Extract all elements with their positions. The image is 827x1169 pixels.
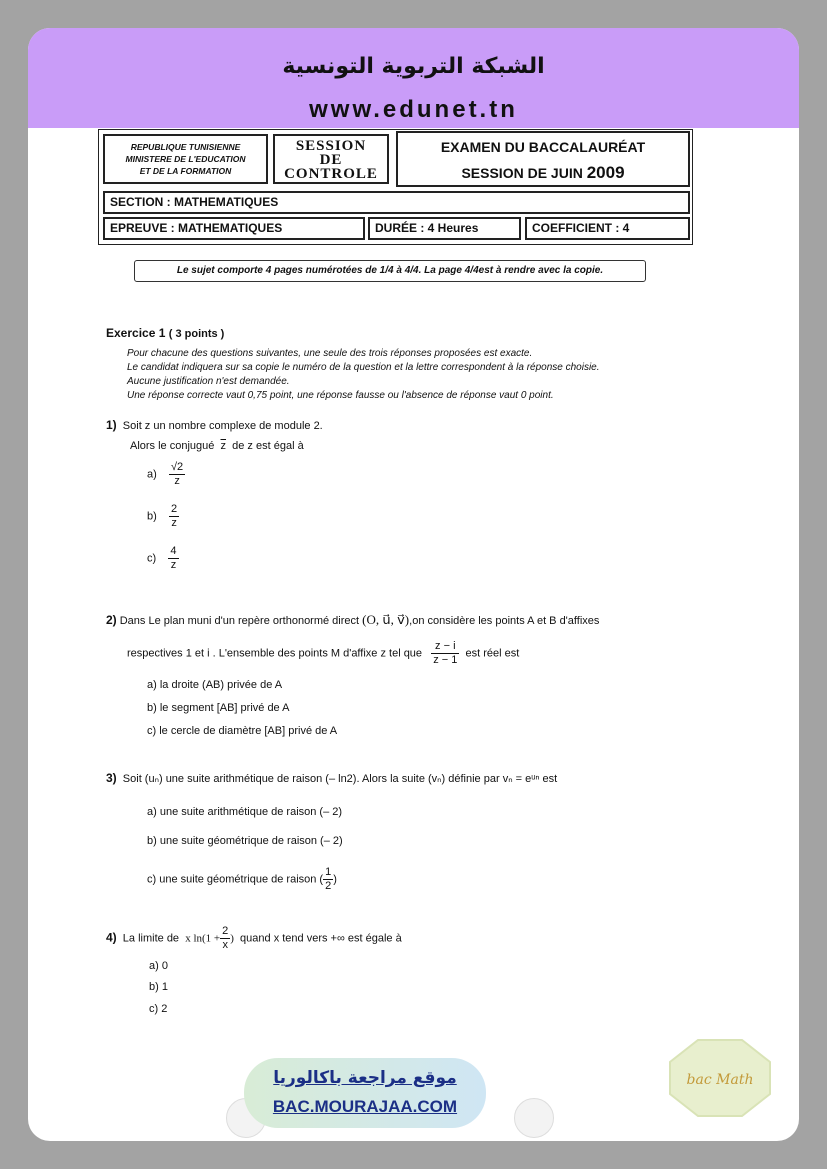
numerator: 1 — [325, 866, 332, 878]
question-4-line — [106, 925, 402, 952]
book-logo-icon — [514, 1098, 554, 1138]
exercise-label: Exercice 1 — [106, 326, 166, 340]
question-number: 4) — [106, 930, 117, 945]
footer-arabic-link[interactable]: موقع مراجعة باكالوريا — [273, 1068, 457, 1088]
question-text: est réel est — [465, 647, 520, 660]
exercise-title — [106, 326, 224, 340]
frame-notation: (O, u⃗, v⃗) — [362, 612, 410, 627]
denominator: z — [171, 517, 177, 529]
question-text: Dans Le plan muni d'un repère orthonormé direct — [119, 615, 360, 627]
question-text: La limite de — [122, 932, 180, 945]
q3-option-b: b) une suite géométrique de raison (– 2) — [147, 835, 343, 847]
question-text: Alors le conjugué — [130, 440, 215, 452]
instruction-line: Pour chacune des questions suivantes, une seule des trois réponses proposées est exacte. — [127, 348, 533, 359]
q4-option-a: a) 0 — [149, 960, 168, 972]
q2-option-c: c) le cercle de diamètre [AB] privé de A — [147, 725, 338, 737]
question-1-line-1 — [106, 418, 323, 432]
question-number: 2) — [106, 613, 117, 627]
z-conjugate: $\overline{z}$ — [220, 440, 227, 452]
question-2-line-1 — [106, 612, 599, 628]
question-text: ,on considère les points A et B d'affixes — [409, 615, 600, 627]
question-text: quand x tend vers +∞ est égale à — [240, 932, 402, 945]
q4-option-c: c) 2 — [149, 1003, 168, 1015]
exercise-points: ( 3 points ) — [168, 328, 225, 340]
epreuve-label: EPREUVE : MATHEMATIQUES — [110, 221, 283, 235]
instruction-line: Une réponse correcte vaut 0,75 point, une réponse fausse ou l'absence de réponse vaut 0 point. — [127, 390, 554, 401]
option-letter: a) — [147, 468, 157, 481]
session-label: SESSION DE JUIN — [461, 165, 583, 181]
ministry-box — [103, 134, 268, 184]
denominator: z — [174, 475, 180, 487]
session-type-line: CONTROLE — [284, 166, 378, 182]
numerator: 2 — [171, 503, 178, 515]
denominator: x — [222, 939, 228, 951]
question-number: 1) — [106, 418, 117, 432]
exam-title-box — [396, 131, 690, 187]
fraction — [220, 925, 230, 952]
bac-math-logo — [668, 1038, 772, 1118]
banner-arabic-title: الشبكة التربوية التونسية — [282, 54, 545, 79]
instruction-line: Le candidat indiquera sur sa copie le numéro de la question et la lettre correspondent à la réponse choisie. — [127, 362, 600, 373]
fraction — [169, 461, 185, 488]
banner-url[interactable]: www.edunet.tn — [309, 96, 518, 123]
q1-option-c — [147, 545, 179, 572]
coefficient-box — [525, 217, 690, 240]
exam-page — [28, 28, 799, 1141]
session-type-box — [273, 134, 389, 184]
question-text: respectives 1 et i . L'ensemble des points M d'affixe z tel que — [127, 647, 423, 660]
q2-option-b: b) le segment [AB] privé de A — [147, 702, 290, 714]
question-number: 3) — [106, 771, 117, 785]
ministry-line: REPUBLIQUE TUNISIENNE — [130, 142, 241, 152]
edunet-banner — [28, 28, 799, 128]
subject-notice: Le sujet comporte 4 pages numérotées de 1/4 à 4/4. La page 4/4est à rendre avec la copie. — [134, 260, 646, 282]
numerator: z − i — [431, 640, 459, 654]
question-text: Soit (uₙ) une suite arithmétique de raison (– ln2). Alors la suite (vₙ) définie par vₙ = eᵘⁿ est — [122, 773, 558, 785]
fraction — [323, 866, 333, 893]
footer-site-link[interactable]: BAC.MOURAJAA.COM — [272, 1097, 458, 1116]
q2-option-a: a) la droite (AB) privée de A — [147, 679, 283, 691]
denominator: z — [170, 559, 177, 571]
option-letter: b) — [147, 510, 157, 523]
duree-box — [368, 217, 521, 240]
session-type-line: DE — [319, 152, 343, 168]
limit-expression: ) — [230, 932, 234, 945]
instruction-line: Aucune justification n'est demandée. — [127, 376, 290, 387]
denominator: z − 1 — [433, 654, 458, 666]
q3-option-a: a) une suite arithmétique de raison (– 2) — [147, 806, 343, 818]
logo-text: bac Math — [686, 1072, 754, 1088]
question-text: de z est égal à — [232, 440, 304, 452]
session-date — [398, 155, 688, 183]
fraction — [431, 640, 459, 667]
session-year: 2009 — [586, 163, 625, 182]
denominator: 2 — [325, 880, 332, 892]
numerator: √2 — [171, 461, 184, 473]
numerator: 4 — [170, 545, 177, 557]
q1-option-a — [147, 461, 185, 488]
q1-option-b — [147, 503, 179, 530]
limit-expression: x ln(1 + — [185, 932, 221, 945]
session-type-line: SESSION — [295, 138, 367, 154]
numerator: 2 — [222, 925, 229, 937]
fraction — [169, 503, 179, 530]
question-text: Soit z un nombre complexe de module 2. — [122, 420, 323, 432]
option-text: c) une suite géométrique de raison ( — [147, 873, 324, 886]
bac-mourajaa-badge[interactable] — [244, 1058, 486, 1128]
q3-option-c — [147, 866, 337, 893]
duree-label: DURÉE : 4 Heures — [375, 221, 479, 235]
option-letter: c) — [147, 552, 157, 565]
epreuve-box — [103, 217, 365, 240]
q4-option-b: b) 1 — [149, 981, 168, 993]
fraction — [168, 545, 178, 572]
question-3-line — [106, 771, 557, 785]
question-1-line-2 — [130, 440, 304, 452]
question-2-line-2 — [127, 640, 519, 667]
option-text: ) — [333, 873, 337, 886]
ministry-line: MINISTERE DE L'EDUCATION — [125, 154, 246, 164]
section-label: SECTION : MATHEMATIQUES — [110, 195, 279, 209]
exam-title: EXAMEN DU BACCALAURÉAT — [440, 139, 646, 155]
ministry-line: ET DE LA FORMATION — [139, 166, 232, 176]
section-box — [103, 191, 690, 214]
coefficient-label: COEFFICIENT : 4 — [532, 221, 630, 235]
